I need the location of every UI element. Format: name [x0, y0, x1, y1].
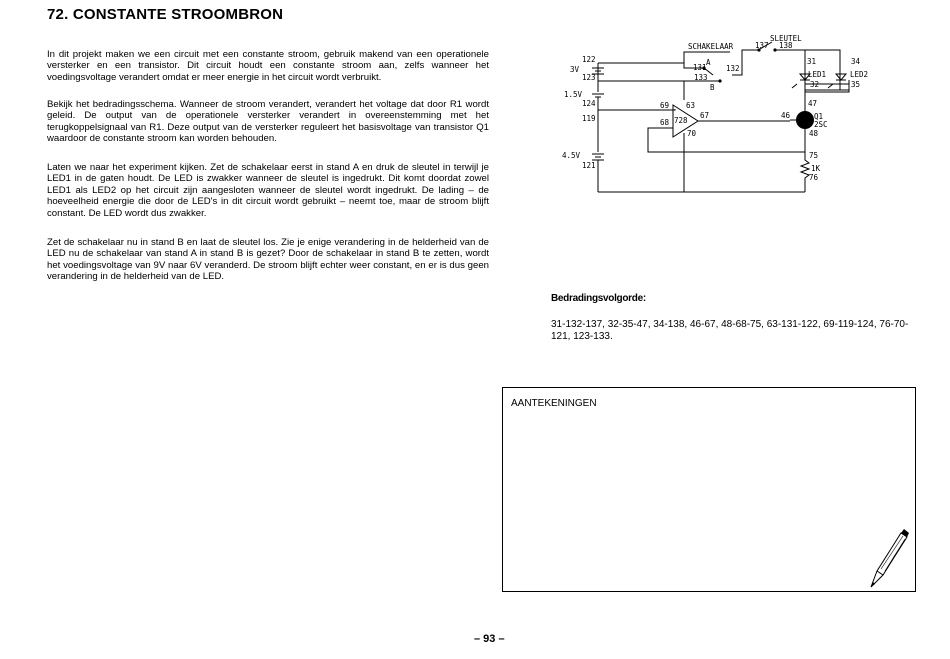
battery-15v-label: 1.5V: [564, 90, 583, 99]
led1-label: LED1: [808, 70, 827, 79]
battery-45v-label: 4.5V: [562, 151, 581, 160]
terminal-label: 67: [700, 111, 710, 120]
terminal-label: 68: [660, 118, 670, 127]
notes-heading: AANTEKENINGEN: [511, 398, 597, 409]
terminal-label: 75: [809, 151, 819, 160]
wiring-heading: Bedradingsvolgorde:: [551, 293, 646, 304]
terminal-label: 132: [726, 64, 740, 73]
terminal-label: 69: [660, 101, 670, 110]
q1-type-label: 2SC: [814, 120, 828, 129]
terminal-label: 63: [686, 101, 696, 110]
q1-label: Q1: [814, 112, 824, 121]
explanation-paragraph: Bekijk het bedradingsschema. Wanneer de stroom verandert, verandert het voltage dat door R1 wordt geleid. De output van de operationele versterker verandert in overeenstemming met het terugkoppelsignaal van R1. Deze output van de versterker reguleert het basisvoltage van transistor Q1 waardoor de constante stroom kan worden behouden.: [47, 99, 489, 145]
opamp-label: 728: [674, 116, 688, 125]
terminal-label: 122: [582, 55, 596, 64]
terminal-label: 48: [809, 129, 819, 138]
terminal-label: 35: [851, 80, 861, 89]
led2-label: LED2: [850, 70, 869, 79]
intro-paragraph: In dit projekt maken we een circuit met een constante stroom, gebruik makend van een operationele versterker en een transistor. Dit circuit houdt een constante stroom aan, zelfs wanneer het voedingsvoltage verandert omdat er meer energie in het circuit wordt verbruikt.: [47, 49, 489, 83]
terminal-label: 34: [851, 57, 861, 66]
terminal-label: 76: [809, 173, 819, 182]
pencil-icon: [867, 527, 911, 591]
terminal-label: 123: [582, 73, 596, 82]
terminal-label: 124: [582, 99, 596, 108]
terminal-label: 70: [687, 129, 697, 138]
switch-b-label: B: [710, 83, 715, 92]
schakelaar-label: SCHAKELAAR: [688, 42, 734, 51]
terminal-label: 47: [808, 99, 818, 108]
page-title: 72. CONSTANTE STROOMBRON: [47, 6, 284, 23]
terminal-label: 32: [810, 80, 820, 89]
terminal-label: 46: [781, 111, 791, 120]
wiring-sequence: 31-132-137, 32-35-47, 34-138, 46-67, 48-68-75, 63-131-122, 69-119-124, 76-70-121, 123-133.: [551, 319, 909, 342]
switch-a-label: A: [706, 58, 711, 67]
resistor-label: 1K: [811, 164, 821, 173]
page-number: – 93 –: [474, 633, 505, 645]
terminal-label: 31: [807, 57, 817, 66]
circuit-diagram: [560, 32, 890, 197]
switch-paragraph: Zet de schakelaar nu in stand B en laat de sleutel los. Zie je enige verandering in de helderheid van de LED nu de schakelaar van stand A in stand B is gezet? Door de schakelaar in stand B te zetten, wordt het voedingsvoltage van 9V naar 6V veranderd. De stroom blijft echter weer constant, en er is dus geen verandering in de helderheid van de LED.: [47, 237, 489, 283]
terminal-label: 131: [693, 63, 707, 72]
terminal-label: 133: [694, 73, 708, 82]
terminal-label: 121: [582, 161, 596, 170]
notes-box: [502, 387, 916, 592]
terminal-label: 138: [779, 41, 793, 50]
sleutel-label: SLEUTEL: [770, 34, 802, 43]
terminal-label: 119: [582, 114, 596, 123]
battery-3v-label: 3V: [570, 65, 580, 74]
experiment-paragraph: Laten we naar het experiment kijken. Zet de schakelaar eerst in stand A en druk de sleutel in terwijl je LED1 in de gaten houdt. De LED is zwakker wanneer de sleutel is ingedrukt. Dit komt doordat zowel LED1 als LED2 op het circuit zijn aangesloten wanneer de sleutel wordt ingedrukt. De lading – de hoeveelheid energie die door de LED's in dit circuit wordt gebruikt – neemt toe, maar de stroom blijft constant. De LED wordt dus zwakker.: [47, 162, 489, 219]
terminal-label: 137: [755, 41, 769, 50]
